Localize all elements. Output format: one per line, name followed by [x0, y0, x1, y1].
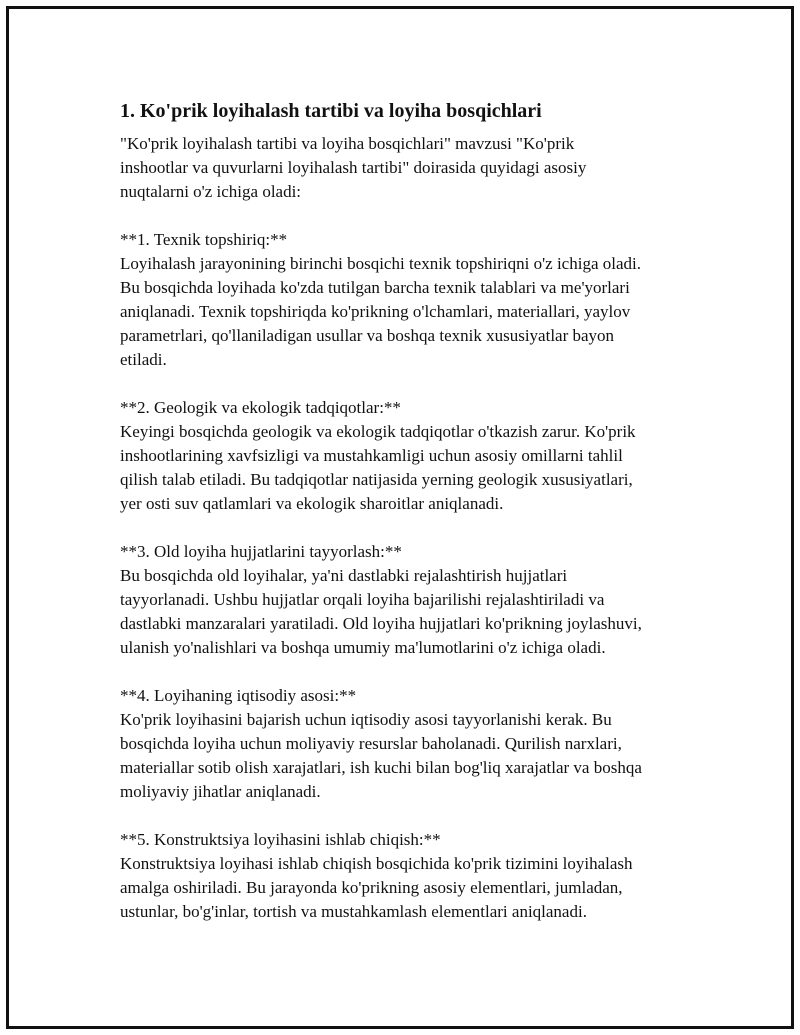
section-4 — [120, 684, 700, 804]
section-5 — [120, 828, 700, 924]
section-3 — [120, 540, 700, 660]
section-body: Loyihalash jarayonining birinchi bosqichi texnik topshiriqni o'z ichiga oladi. Bu bosqichda loyihada ko'zda tutilgan barcha texnik talablari va me'yorlari aniqlanadi. Texnik topshiriqda ko'prikning o'lchamlari, materiallari, yaylov parametrlari, qo'llaniladigan usullar va boshqa texnik xususiyatlar bayon etiladi. — [120, 254, 641, 369]
section-heading: **5. Konstruktsiya loyihasini ishlab chiqish:** — [120, 830, 441, 849]
section-body: Keyingi bosqichda geologik va ekologik tadqiqotlar o'tkazish zarur. Ko'prik inshootlarining xavfsizligi va mustahkamligi uchun asosiy omillarni tahlil qilish talab etiladi. Bu tadqiqotlar natijasida yerning geologik xususiyatlari, yer osti suv qatlamlari va ekologik sharoitlar aniqlanadi. — [120, 422, 636, 513]
section-2 — [120, 396, 700, 516]
section-body: Ko'prik loyihasini bajarish uchun iqtisodiy asosi tayyorlanishi kerak. Bu bosqichda loyiha uchun moliyaviy resurslar baholanadi. Qurilish narxlari, materiallar sotib olish xarajatlari, ish kuchi bilan bog'liq xarajatlar va boshqa moliyaviy jihatlar aniqlanadi. — [120, 710, 642, 801]
section-body: Bu bosqichda old loyihalar, ya'ni dastlabki rejalashtirish hujjatlari tayyorlanadi. Ushbu hujjatlar orqali loyiha bajarilishi rejalashtiriladi va dastlabki manzaralari yaratiladi. Old loyiha hujjatlari ko'prikning joylashuvi, ulanish yo'nalishlari va boshqa umumiy ma'lumotlarini o'z ichiga oladi. — [120, 566, 642, 657]
document-page — [6, 6, 794, 1029]
section-1 — [120, 228, 700, 372]
document-content — [120, 99, 700, 924]
section-heading: **3. Old loyiha hujjatlarini tayyorlash:** — [120, 542, 402, 561]
section-heading: **1. Texnik topshiriq:** — [120, 230, 288, 249]
section-heading: **4. Loyihaning iqtisodiy asosi:** — [120, 686, 357, 705]
section-body: Konstruktsiya loyihasi ishlab chiqish bosqichida ko'prik tizimini loyihalash amalga oshiriladi. Bu jarayonda ko'prikning asosiy elementlari, jumladan, ustunlar, bo'g'inlar, tortish va mustahkamlash elementlari aniqlanadi. — [120, 854, 633, 921]
intro-paragraph: "Ko'prik loyihalash tartibi va loyiha bosqichlari" mavzusi "Ko'prik inshootlar va quvurlarni loyihalash tartibi" doirasida quyidagi asosiy nuqtalarni o'z ichiga oladi: — [120, 134, 587, 201]
section-heading: **2. Geologik va ekologik tadqiqotlar:** — [120, 398, 401, 417]
document-title: 1. Ko'prik loyihalash tartibi va loyiha bosqichlari — [120, 100, 542, 122]
